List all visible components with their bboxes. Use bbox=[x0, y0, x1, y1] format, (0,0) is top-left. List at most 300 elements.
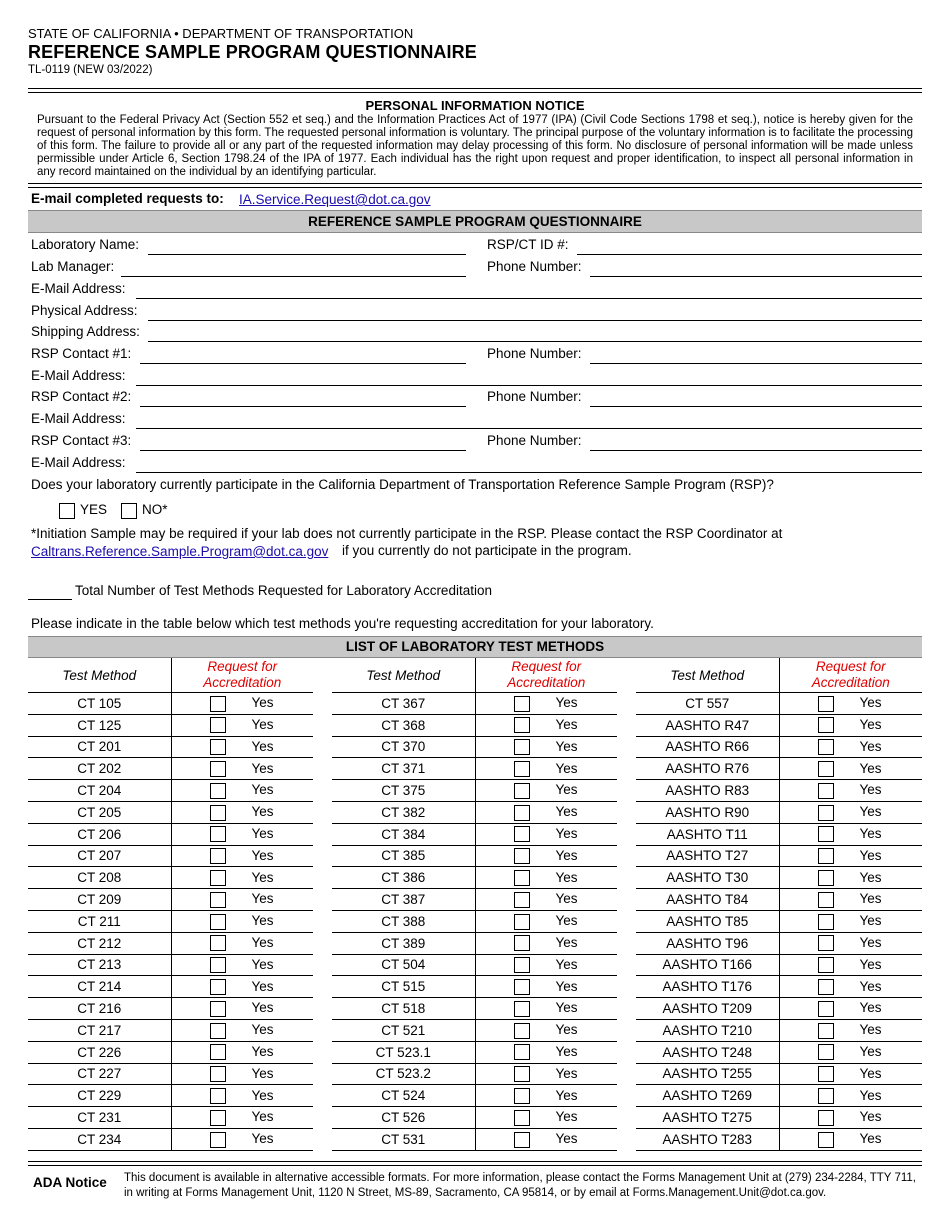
test-method-name: CT 125 bbox=[28, 714, 171, 736]
test-method-name: AASHTO R76 bbox=[636, 758, 779, 780]
test-method-name: CT 213 bbox=[28, 954, 171, 976]
request-checkbox[interactable] bbox=[210, 957, 226, 973]
request-cell bbox=[475, 976, 617, 998]
test-method-name: CT 202 bbox=[28, 758, 171, 780]
yes-label: Yes bbox=[859, 1109, 882, 1125]
request-checkbox[interactable] bbox=[818, 914, 834, 930]
request-cell bbox=[475, 758, 617, 780]
test-method-name: CT 521 bbox=[332, 1019, 475, 1041]
yes-label: Yes bbox=[251, 782, 274, 798]
request-checkbox[interactable] bbox=[514, 1110, 530, 1126]
test-method-name: CT 201 bbox=[28, 736, 171, 758]
test-method-name: AASHTO T283 bbox=[636, 1128, 779, 1150]
request-cell bbox=[779, 736, 922, 758]
test-method-row bbox=[636, 1107, 922, 1129]
yes-label: Yes bbox=[859, 847, 882, 863]
test-method-row bbox=[332, 780, 617, 802]
request-checkbox[interactable] bbox=[818, 717, 834, 733]
no-label: NO* bbox=[142, 502, 168, 517]
request-checkbox[interactable] bbox=[818, 696, 834, 712]
yes-label: Yes bbox=[251, 760, 274, 776]
test-method-row bbox=[636, 932, 922, 954]
test-method-row bbox=[332, 693, 617, 715]
request-checkbox[interactable] bbox=[210, 696, 226, 712]
questionnaire-heading: REFERENCE SAMPLE PROGRAM QUESTIONNAIRE bbox=[28, 210, 922, 233]
test-method-name: CT 370 bbox=[332, 736, 475, 758]
request-cell bbox=[475, 714, 617, 736]
request-checkbox[interactable] bbox=[818, 1023, 834, 1039]
contact3-email-field[interactable] bbox=[136, 472, 922, 473]
request-cell bbox=[779, 1128, 922, 1150]
agency-line: STATE OF CALIFORNIA • DEPARTMENT OF TRANSPORTATION bbox=[28, 26, 414, 41]
request-checkbox[interactable] bbox=[514, 870, 530, 886]
total-methods-field[interactable] bbox=[28, 599, 72, 600]
request-cell bbox=[475, 1107, 617, 1129]
request-checkbox[interactable] bbox=[818, 761, 834, 777]
test-method-table-1 bbox=[28, 658, 313, 1151]
test-method-row bbox=[636, 736, 922, 758]
request-cell bbox=[171, 801, 313, 823]
yes-label: Yes bbox=[251, 716, 274, 732]
test-method-row bbox=[332, 932, 617, 954]
test-method-name: CT 526 bbox=[332, 1107, 475, 1129]
request-cell bbox=[171, 1128, 313, 1150]
initiation-note-end: if you currently do not participate in the program. bbox=[342, 543, 632, 558]
contact1-email-field[interactable] bbox=[136, 385, 922, 386]
test-method-name: CT 204 bbox=[28, 780, 171, 802]
contact1-label: RSP Contact #1: bbox=[31, 346, 132, 361]
test-method-row bbox=[28, 1019, 313, 1041]
yes-label: Yes bbox=[251, 738, 274, 754]
yes-label: Yes bbox=[859, 1000, 882, 1016]
request-checkbox[interactable] bbox=[210, 1023, 226, 1039]
request-checkbox[interactable] bbox=[210, 805, 226, 821]
test-method-row bbox=[332, 801, 617, 823]
test-method-row bbox=[28, 1128, 313, 1150]
yes-label: Yes bbox=[251, 695, 274, 711]
request-checkbox[interactable] bbox=[514, 1023, 530, 1039]
test-method-row bbox=[636, 976, 922, 998]
email-label: E-Mail Address: bbox=[31, 455, 126, 470]
test-method-name: CT 209 bbox=[28, 889, 171, 911]
request-checkbox[interactable] bbox=[514, 848, 530, 864]
yes-label: Yes bbox=[555, 738, 578, 754]
request-checkbox[interactable] bbox=[210, 739, 226, 755]
col-request-accreditation: Request for Accreditation bbox=[779, 658, 922, 693]
test-method-name: CT 207 bbox=[28, 845, 171, 867]
test-method-name: AASHTO T30 bbox=[636, 867, 779, 889]
request-cell bbox=[779, 823, 922, 845]
request-checkbox[interactable] bbox=[818, 826, 834, 842]
yes-label: Yes bbox=[251, 1000, 274, 1016]
test-method-name: CT 389 bbox=[332, 932, 475, 954]
request-checkbox[interactable] bbox=[818, 739, 834, 755]
test-method-row bbox=[636, 1063, 922, 1085]
yes-label: Yes bbox=[859, 956, 882, 972]
test-method-row bbox=[332, 845, 617, 867]
yes-label: Yes bbox=[859, 913, 882, 929]
request-checkbox[interactable] bbox=[210, 870, 226, 886]
test-method-name: AASHTO T166 bbox=[636, 954, 779, 976]
request-checkbox[interactable] bbox=[818, 1044, 834, 1060]
test-method-row bbox=[332, 1107, 617, 1129]
test-method-name: CT 523.2 bbox=[332, 1063, 475, 1085]
test-method-name: CT 515 bbox=[332, 976, 475, 998]
test-method-table-3 bbox=[636, 658, 922, 1151]
request-checkbox[interactable] bbox=[210, 914, 226, 930]
test-method-name: AASHTO R90 bbox=[636, 801, 779, 823]
request-checkbox[interactable] bbox=[210, 979, 226, 995]
test-method-name: CT 229 bbox=[28, 1085, 171, 1107]
request-checkbox[interactable] bbox=[210, 848, 226, 864]
test-method-name: AASHTO R66 bbox=[636, 736, 779, 758]
test-method-row bbox=[332, 736, 617, 758]
yes-label: Yes bbox=[251, 1131, 274, 1147]
request-cell bbox=[171, 867, 313, 889]
request-cell bbox=[171, 736, 313, 758]
coordinator-email-link[interactable]: Caltrans.Reference.Sample.Program@dot.ca.gov bbox=[31, 544, 329, 559]
yes-label: Yes bbox=[251, 956, 274, 972]
request-cell bbox=[171, 780, 313, 802]
yes-label: Yes bbox=[859, 978, 882, 994]
request-cell bbox=[171, 976, 313, 998]
test-method-row bbox=[332, 823, 617, 845]
yes-label: Yes bbox=[859, 1087, 882, 1103]
test-method-name: AASHTO R83 bbox=[636, 780, 779, 802]
test-method-row bbox=[28, 845, 313, 867]
request-checkbox[interactable] bbox=[514, 914, 530, 930]
request-checkbox[interactable] bbox=[818, 805, 834, 821]
request-cell bbox=[475, 932, 617, 954]
request-cell bbox=[779, 758, 922, 780]
request-checkbox[interactable] bbox=[210, 935, 226, 951]
yes-label: Yes bbox=[251, 804, 274, 820]
request-checkbox[interactable] bbox=[210, 892, 226, 908]
request-cell bbox=[171, 1107, 313, 1129]
request-cell bbox=[171, 932, 313, 954]
test-method-row bbox=[636, 823, 922, 845]
request-checkbox[interactable] bbox=[210, 1001, 226, 1017]
test-method-name: CT 524 bbox=[332, 1085, 475, 1107]
test-method-row bbox=[28, 910, 313, 932]
request-cell bbox=[171, 889, 313, 911]
request-cell bbox=[779, 714, 922, 736]
test-method-row bbox=[28, 801, 313, 823]
request-checkbox[interactable] bbox=[818, 783, 834, 799]
test-method-name: CT 368 bbox=[332, 714, 475, 736]
lab-phone-field[interactable] bbox=[590, 276, 922, 277]
request-cell bbox=[779, 1019, 922, 1041]
participation-question: Does your laboratory currently participate in the California Department of Transportation Reference Sample Program (RSP)? bbox=[31, 477, 774, 492]
contact3-phone-field[interactable] bbox=[590, 450, 922, 451]
yes-label: Yes bbox=[555, 760, 578, 776]
test-method-name: CT 384 bbox=[332, 823, 475, 845]
yes-label: Yes bbox=[555, 847, 578, 863]
contact1-phone-field[interactable] bbox=[590, 363, 922, 364]
test-method-row bbox=[636, 954, 922, 976]
table-instruction: Please indicate in the table below which test methods you're requesting accreditation for your laboratory. bbox=[31, 616, 654, 631]
test-method-row bbox=[28, 1085, 313, 1107]
email-label: E-Mail Address: bbox=[31, 368, 126, 383]
yes-label: Yes bbox=[251, 1087, 274, 1103]
test-method-row bbox=[636, 780, 922, 802]
test-method-name: CT 523.1 bbox=[332, 1041, 475, 1063]
divider bbox=[28, 187, 922, 188]
contact1-field[interactable] bbox=[140, 363, 466, 364]
test-method-row bbox=[28, 1041, 313, 1063]
contact3-field[interactable] bbox=[140, 450, 466, 451]
request-checkbox[interactable] bbox=[514, 761, 530, 777]
request-checkbox[interactable] bbox=[514, 1088, 530, 1104]
yes-label: Yes bbox=[555, 1065, 578, 1081]
request-checkbox[interactable] bbox=[514, 1001, 530, 1017]
test-method-row bbox=[332, 758, 617, 780]
divider bbox=[28, 1161, 922, 1162]
test-method-name: AASHTO T210 bbox=[636, 1019, 779, 1041]
test-method-row bbox=[636, 845, 922, 867]
yes-label: Yes bbox=[859, 695, 882, 711]
yes-label: Yes bbox=[555, 1043, 578, 1059]
test-method-name: AASHTO T27 bbox=[636, 845, 779, 867]
request-cell bbox=[475, 736, 617, 758]
test-method-name: AASHTO T84 bbox=[636, 889, 779, 911]
request-checkbox[interactable] bbox=[818, 1001, 834, 1017]
request-checkbox[interactable] bbox=[514, 1044, 530, 1060]
request-cell bbox=[475, 1019, 617, 1041]
test-method-row bbox=[636, 998, 922, 1020]
request-checkbox[interactable] bbox=[818, 935, 834, 951]
physical-address-field[interactable] bbox=[148, 320, 922, 321]
request-checkbox[interactable] bbox=[514, 696, 530, 712]
test-method-name: CT 206 bbox=[28, 823, 171, 845]
yes-label: Yes bbox=[555, 869, 578, 885]
request-cell bbox=[779, 780, 922, 802]
yes-label: Yes bbox=[251, 934, 274, 950]
test-method-row bbox=[636, 910, 922, 932]
request-cell bbox=[475, 1085, 617, 1107]
yes-label: Yes bbox=[859, 804, 882, 820]
request-checkbox[interactable] bbox=[210, 717, 226, 733]
request-checkbox[interactable] bbox=[818, 979, 834, 995]
initiation-note: *Initiation Sample may be required if your lab does not currently participate in the RSP. Please contact the RSP Coordinator at bbox=[31, 526, 783, 541]
request-checkbox[interactable] bbox=[514, 717, 530, 733]
test-method-row bbox=[28, 932, 313, 954]
request-cell bbox=[171, 998, 313, 1020]
request-checkbox[interactable] bbox=[514, 935, 530, 951]
yes-label: YES bbox=[80, 502, 108, 517]
ada-notice-text: This document is available in alternative accessible formats. For more information, please contact the Forms Management Unit at (279) 234-2284, TTY 711, in writing at Forms Management Unit, 1120 N Street, MS-89, Sacramento, CA 95814, or by email at Forms.Management.Unit@dot.ca.gov. bbox=[124, 1172, 916, 1199]
test-method-name: AASHTO T176 bbox=[636, 976, 779, 998]
test-method-name: CT 367 bbox=[332, 693, 475, 715]
test-method-row bbox=[28, 976, 313, 998]
request-checkbox[interactable] bbox=[210, 761, 226, 777]
rsp-id-field[interactable] bbox=[577, 254, 922, 255]
yes-label: Yes bbox=[555, 891, 578, 907]
contact2-email-field[interactable] bbox=[136, 428, 922, 429]
request-checkbox[interactable] bbox=[514, 805, 530, 821]
test-method-name: CT 375 bbox=[332, 780, 475, 802]
yes-label: Yes bbox=[859, 825, 882, 841]
request-checkbox[interactable] bbox=[210, 1066, 226, 1082]
yes-label: Yes bbox=[555, 1131, 578, 1147]
rsp-id-label: RSP/CT ID #: bbox=[487, 237, 569, 252]
request-checkbox[interactable] bbox=[514, 826, 530, 842]
test-method-row bbox=[332, 910, 617, 932]
test-method-name: CT 105 bbox=[28, 693, 171, 715]
request-cell bbox=[475, 845, 617, 867]
lab-manager-label: Lab Manager: bbox=[31, 259, 115, 274]
request-checkbox[interactable] bbox=[514, 1132, 530, 1148]
request-checkbox[interactable] bbox=[210, 1044, 226, 1060]
yes-label: Yes bbox=[251, 978, 274, 994]
test-method-row bbox=[332, 976, 617, 998]
request-cell bbox=[475, 1041, 617, 1063]
request-checkbox[interactable] bbox=[514, 1066, 530, 1082]
yes-label: Yes bbox=[251, 869, 274, 885]
test-method-name: CT 371 bbox=[332, 758, 475, 780]
shipping-address-field[interactable] bbox=[148, 341, 922, 342]
test-method-name: AASHTO T255 bbox=[636, 1063, 779, 1085]
request-checkbox[interactable] bbox=[514, 739, 530, 755]
yes-label: Yes bbox=[251, 1043, 274, 1059]
test-method-row bbox=[28, 889, 313, 911]
request-cell bbox=[171, 758, 313, 780]
request-checkbox[interactable] bbox=[818, 848, 834, 864]
test-method-name: CT 518 bbox=[332, 998, 475, 1020]
test-method-row bbox=[332, 889, 617, 911]
privacy-notice-title: PERSONAL INFORMATION NOTICE bbox=[365, 98, 585, 113]
test-method-row bbox=[28, 1063, 313, 1085]
test-method-row bbox=[332, 1063, 617, 1085]
test-method-name: CT 216 bbox=[28, 998, 171, 1020]
yes-checkbox[interactable] bbox=[59, 503, 75, 519]
test-method-row bbox=[332, 1019, 617, 1041]
request-cell bbox=[171, 1041, 313, 1063]
test-method-name: CT 214 bbox=[28, 976, 171, 998]
test-method-row bbox=[636, 1085, 922, 1107]
request-cell bbox=[779, 998, 922, 1020]
form-number: TL-0119 (NEW 03/2022) bbox=[28, 64, 153, 76]
request-cell bbox=[779, 1085, 922, 1107]
test-method-name: AASHTO T96 bbox=[636, 932, 779, 954]
test-method-row bbox=[28, 998, 313, 1020]
request-cell bbox=[779, 1107, 922, 1129]
test-method-row bbox=[636, 1019, 922, 1041]
request-checkbox[interactable] bbox=[210, 826, 226, 842]
test-method-name: AASHTO T275 bbox=[636, 1107, 779, 1129]
test-method-name: CT 504 bbox=[332, 954, 475, 976]
request-cell bbox=[779, 867, 922, 889]
email-label: E-Mail Address: bbox=[31, 411, 126, 426]
yes-label: Yes bbox=[555, 956, 578, 972]
test-method-row bbox=[636, 758, 922, 780]
yes-label: Yes bbox=[859, 934, 882, 950]
contact3-label: RSP Contact #3: bbox=[31, 433, 132, 448]
lab-name-field[interactable] bbox=[148, 254, 466, 255]
request-checkbox[interactable] bbox=[514, 892, 530, 908]
request-cell bbox=[475, 1128, 617, 1150]
contact2-phone-field[interactable] bbox=[590, 406, 922, 407]
yes-label: Yes bbox=[859, 1022, 882, 1038]
contact2-field[interactable] bbox=[140, 406, 466, 407]
yes-label: Yes bbox=[859, 1065, 882, 1081]
request-checkbox[interactable] bbox=[514, 979, 530, 995]
yes-label: Yes bbox=[251, 825, 274, 841]
request-cell bbox=[171, 823, 313, 845]
yes-label: Yes bbox=[555, 804, 578, 820]
physical-address-label: Physical Address: bbox=[31, 303, 138, 318]
request-cell bbox=[171, 910, 313, 932]
request-checkbox[interactable] bbox=[818, 957, 834, 973]
test-method-row bbox=[28, 736, 313, 758]
request-checkbox[interactable] bbox=[210, 1110, 226, 1126]
col-request-accreditation: Request for Accreditation bbox=[171, 658, 313, 693]
request-checkbox[interactable] bbox=[818, 1088, 834, 1104]
yes-label: Yes bbox=[555, 978, 578, 994]
request-checkbox[interactable] bbox=[514, 957, 530, 973]
col-request-accreditation: Request for Accreditation bbox=[475, 658, 617, 693]
request-checkbox[interactable] bbox=[818, 1066, 834, 1082]
test-method-row bbox=[636, 1128, 922, 1150]
divider bbox=[28, 1165, 922, 1166]
test-method-row bbox=[636, 801, 922, 823]
request-checkbox[interactable] bbox=[818, 1132, 834, 1148]
lab-email-field[interactable] bbox=[136, 298, 922, 299]
request-cell bbox=[779, 693, 922, 715]
request-checkbox[interactable] bbox=[818, 870, 834, 886]
request-checkbox[interactable] bbox=[818, 1110, 834, 1126]
test-method-table-2 bbox=[332, 658, 617, 1151]
test-method-name: AASHTO T209 bbox=[636, 998, 779, 1020]
request-checkbox[interactable] bbox=[210, 1132, 226, 1148]
request-cell bbox=[171, 693, 313, 715]
test-method-name: CT 231 bbox=[28, 1107, 171, 1129]
request-cell bbox=[475, 801, 617, 823]
lab-manager-field[interactable] bbox=[121, 276, 466, 277]
email-label: E-Mail Address: bbox=[31, 281, 126, 296]
yes-label: Yes bbox=[859, 760, 882, 776]
request-checkbox[interactable] bbox=[818, 892, 834, 908]
request-checkbox[interactable] bbox=[210, 783, 226, 799]
no-checkbox[interactable] bbox=[121, 503, 137, 519]
test-method-row bbox=[332, 1041, 617, 1063]
request-cell bbox=[779, 976, 922, 998]
submission-email-link[interactable]: IA.Service.Request@dot.ca.gov bbox=[239, 192, 431, 207]
test-method-row bbox=[636, 1041, 922, 1063]
test-method-name: CT 387 bbox=[332, 889, 475, 911]
test-method-row bbox=[332, 714, 617, 736]
form-title: REFERENCE SAMPLE PROGRAM QUESTIONNAIRE bbox=[28, 42, 477, 62]
test-method-name: AASHTO T248 bbox=[636, 1041, 779, 1063]
request-cell bbox=[475, 867, 617, 889]
request-cell bbox=[475, 823, 617, 845]
request-cell bbox=[171, 954, 313, 976]
test-method-row bbox=[332, 954, 617, 976]
request-cell bbox=[171, 845, 313, 867]
yes-label: Yes bbox=[251, 1109, 274, 1125]
request-checkbox[interactable] bbox=[210, 1088, 226, 1104]
request-cell bbox=[475, 693, 617, 715]
yes-label: Yes bbox=[555, 825, 578, 841]
request-cell bbox=[475, 1063, 617, 1085]
test-method-row bbox=[332, 1128, 617, 1150]
divider bbox=[28, 183, 922, 184]
col-test-method: Test Method bbox=[636, 658, 779, 693]
yes-label: Yes bbox=[251, 913, 274, 929]
test-method-row bbox=[636, 693, 922, 715]
request-checkbox[interactable] bbox=[514, 783, 530, 799]
privacy-notice-body: Pursuant to the Federal Privacy Act (Section 552 et seq.) and the Information Practices Act of 1977 (IPA) (Civil Code Sections 1798 et seq.), notice is hereby given for the request of personal information by this form. The requested personal information is voluntary. The principal purpose of the voluntary information is to facilitate the processing of this form. The failure to provide all or any part of the requested information may delay processing of this form. No disclosure of personal information will be made unless permissible under Article 6, Section 1798.24 of the IPA of 1977. Each individual has the right upon request and proper identification, to inspect all personal information in any record maintained on the individual by an identifying particular. bbox=[37, 114, 913, 178]
